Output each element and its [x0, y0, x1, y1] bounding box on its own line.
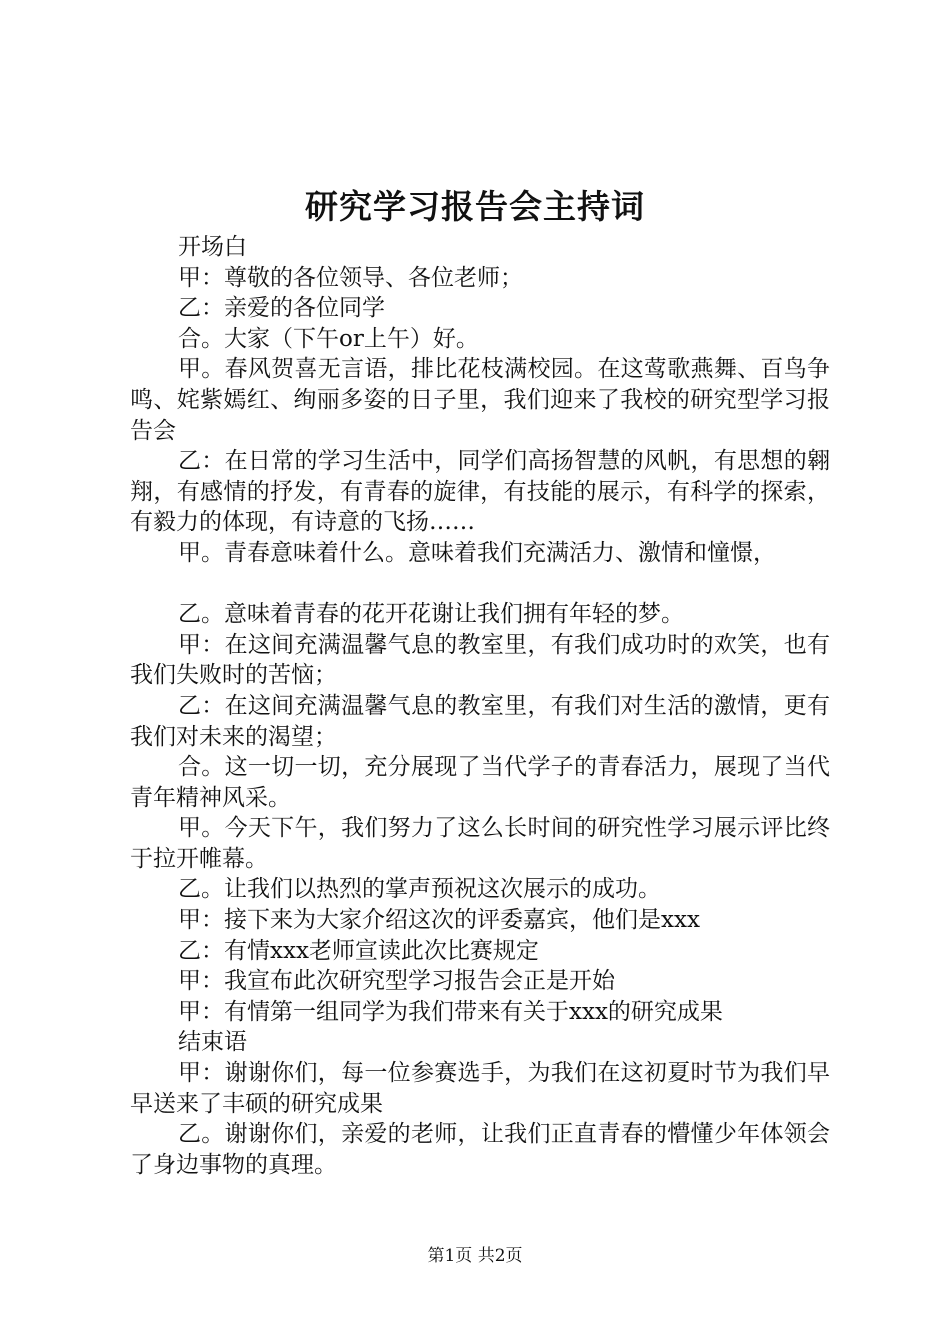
- paragraph: 甲：接下来为大家介绍这次的评委嘉宾，他们是xxx: [178, 907, 700, 934]
- paragraph: 乙：在日常的学习生活中，同学们高扬智慧的风帆，有思想的翱翔，有感情的抒发，有青春的旋律，有技能的展示，有科学的探索，有毅力的体现，有诗意的飞扬……: [130, 448, 830, 536]
- page-number-footer: 第1页 共2页: [427, 1246, 523, 1266]
- blank-line: [130, 569, 830, 600]
- paragraph-opening-heading: 开场白: [178, 234, 247, 260]
- document-title: 研究学习报告会主持词: [305, 187, 645, 226]
- paragraph: 甲：谢谢你们，每一位参赛选手，为我们在这初夏时节为我们早早送来了丰硕的研究成果: [130, 1060, 830, 1117]
- paragraph: 合。这一切一切，充分展现了当代学子的青春活力，展现了当代青年精神风采。: [130, 754, 830, 811]
- paragraph: 乙。谢谢你们，亲爱的老师，让我们正直青春的懵懂少年体领会了身边事物的真理。: [130, 1121, 830, 1178]
- paragraph: 甲：在这间充满温馨气息的教室里，有我们成功时的欢笑，也有我们失败时的苦恼；: [130, 631, 830, 689]
- paragraph: 合。大家（下午or上午）好。: [178, 325, 479, 352]
- paragraph: 乙：亲爱的各位同学: [178, 295, 385, 322]
- paragraph-closing-heading: 结束语: [178, 1029, 247, 1056]
- paragraph: 乙：有情xxx老师宣读此次比赛规定: [178, 937, 539, 964]
- paragraph: 乙。让我们以热烈的掌声预祝这次展示的成功。: [178, 876, 661, 903]
- paragraph: 乙：在这间充满温馨气息的教室里，有我们对生活的激情，更有我们对未来的渴望；: [130, 692, 830, 750]
- paragraph: 甲：尊敬的各位领导、各位老师；: [178, 264, 523, 291]
- paragraph: 甲。今天下午，我们努力了这么长时间的研究性学习展示评比终于拉开帷幕。: [130, 815, 830, 872]
- document-body: [130, 232, 830, 1180]
- paragraph: 甲。春风贺喜无言语，排比花枝满校园。在这莺歌燕舞、百鸟争鸣、姹紫嫣红、绚丽多姿的日子里，我们迎来了我校的研究型学习报告会: [130, 356, 830, 444]
- paragraph: 甲：有情第一组同学为我们带来有关于xxx的研究成果: [178, 998, 723, 1025]
- paragraph: 乙。意味着青春的花开花谢让我们拥有年轻的梦。: [178, 601, 684, 628]
- paragraph: 甲。青春意味着什么。意味着我们充满活力、激情和憧憬，: [178, 539, 776, 566]
- paragraph: 甲：我宣布此次研究型学习报告会正是开始: [178, 968, 615, 995]
